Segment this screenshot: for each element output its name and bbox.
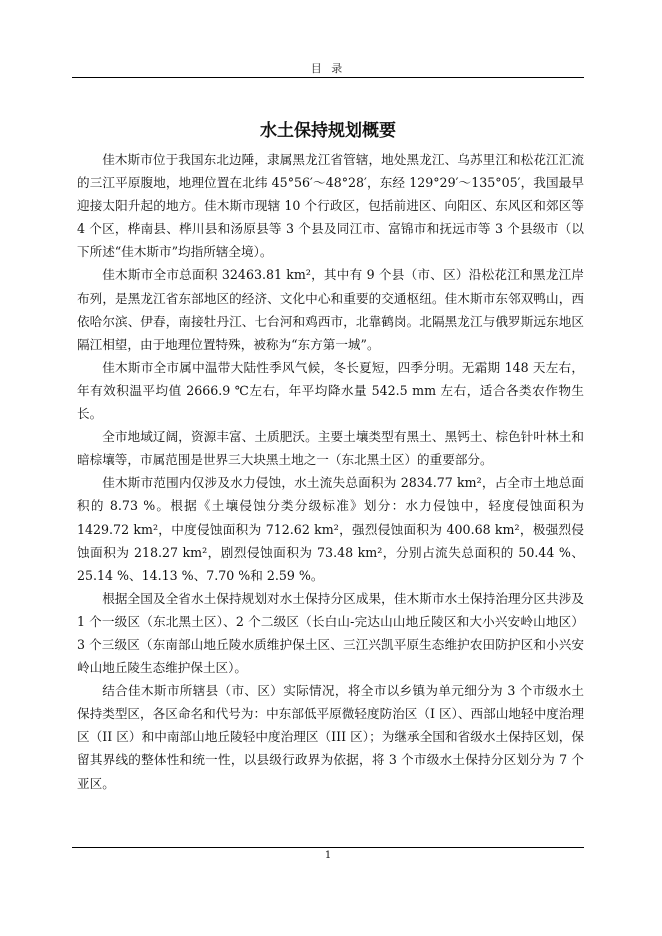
document-title: 水土保持规划概要 xyxy=(260,121,396,141)
paragraph-area: 佳木斯市全市总面积 32463.81 km²，其中有 9 个县（市、区）沿松花江和黑龙江岸布列，是黑龙江省东部地区的经济、文化中心和重要的交通枢纽。佳木斯市东邻双鸭山，西依哈尔滨、伊春，南接牡丹江、七台河和鸡西市，北靠鹤岗。北隔黑龙江与俄罗斯远东地区隔江相望，由于地理位置特殊，被称为“东方第一城”。 xyxy=(77,267,584,352)
paragraph-zoning: 根据全国及全省水土保持规划对水土保持分区成果，佳木斯市水土保持治理分区共涉及 1 个一级区（东北黑土区）、2 个二级区（长白山-完达山山地丘陵区和大小兴安岭山地区）3 个三级区（东南部山地丘陵水质维护保土区、三江兴凯平原生态维护农田防护区和小兴安岭山地丘陵生态维护保土区）。 xyxy=(77,590,584,676)
paragraph-erosion: 佳木斯市范围内仅涉及水力侵蚀，水土流失总面积为 2834.77 km²，占全市土地总面积的 8.73 %。根据《土壤侵蚀分类分级标准》划分：水力侵蚀中，轻度侵蚀面积为 1429.72 km²，中度侵蚀面积为 712.62 km²，强烈侵蚀面积为 400.68 km²，极强烈侵蚀面积为 218.27 km²，剧烈侵蚀面积为 73.48 km²，分别占流失总面积的 50.44 %、25.14 %、14.13 %、7.70 %和 2.59 %。 xyxy=(77,475,584,583)
paragraph-soil: 全市地域辽阔，资源丰富、土质肥沃。主要土壤类型有黑土、黑钙土、棕色针叶林土和暗棕壤等，市属范围是世界三大块黑土地之一（东北黑土区）的重要部分。 xyxy=(77,429,584,468)
footer-rule xyxy=(72,847,584,848)
header-rule xyxy=(72,77,584,78)
paragraph-location: 佳木斯市位于我国东北边陲，隶属黑龙江省管辖，地处黑龙江、乌苏里江和松花江汇流的三江平原腹地，地理位置在北纬 45°56′～48°28′，东经 129°29′～135°05′，我国最早迎接太阳升起的地方。佳木斯市现辖 10 个行政区，包括前进区、向阳区、东风区和郊区等 4 个区，桦南县、桦川县和汤原县等 3 个县及同江市、富锦市和抚远市等 3 个县级市（以下所述“佳木斯市”均指所辖全境）。 xyxy=(77,152,584,260)
body-text xyxy=(77,148,584,795)
page-header: 目 录 xyxy=(310,62,346,75)
paragraph-subzones: 结合佳木斯市所辖县（市、区）实际情况，将全市以乡镇为单元细分为 3 个市级水土保持类型区，各区命名和代号为：中东部低平原微轻度防治区（I 区）、西部山地轻中度治理区（II 区）和中南部山地丘陵轻中度治理区（III 区）；为继承全国和省级水土保持区划，保留其界线的整体性和统一性，以县级行政界为依据，将 3 个市级水土保持分区划分为 7 个亚区。 xyxy=(77,683,584,791)
page-number: 1 xyxy=(324,850,332,861)
paragraph-climate: 佳木斯市全市属中温带大陆性季风气候，冬长夏短，四季分明。无霜期 148 天左右，年有效积温平均值 2666.9 ℃左右，年平均降水量 542.5 mm 左右，适合各类农作物生长。 xyxy=(77,359,584,422)
